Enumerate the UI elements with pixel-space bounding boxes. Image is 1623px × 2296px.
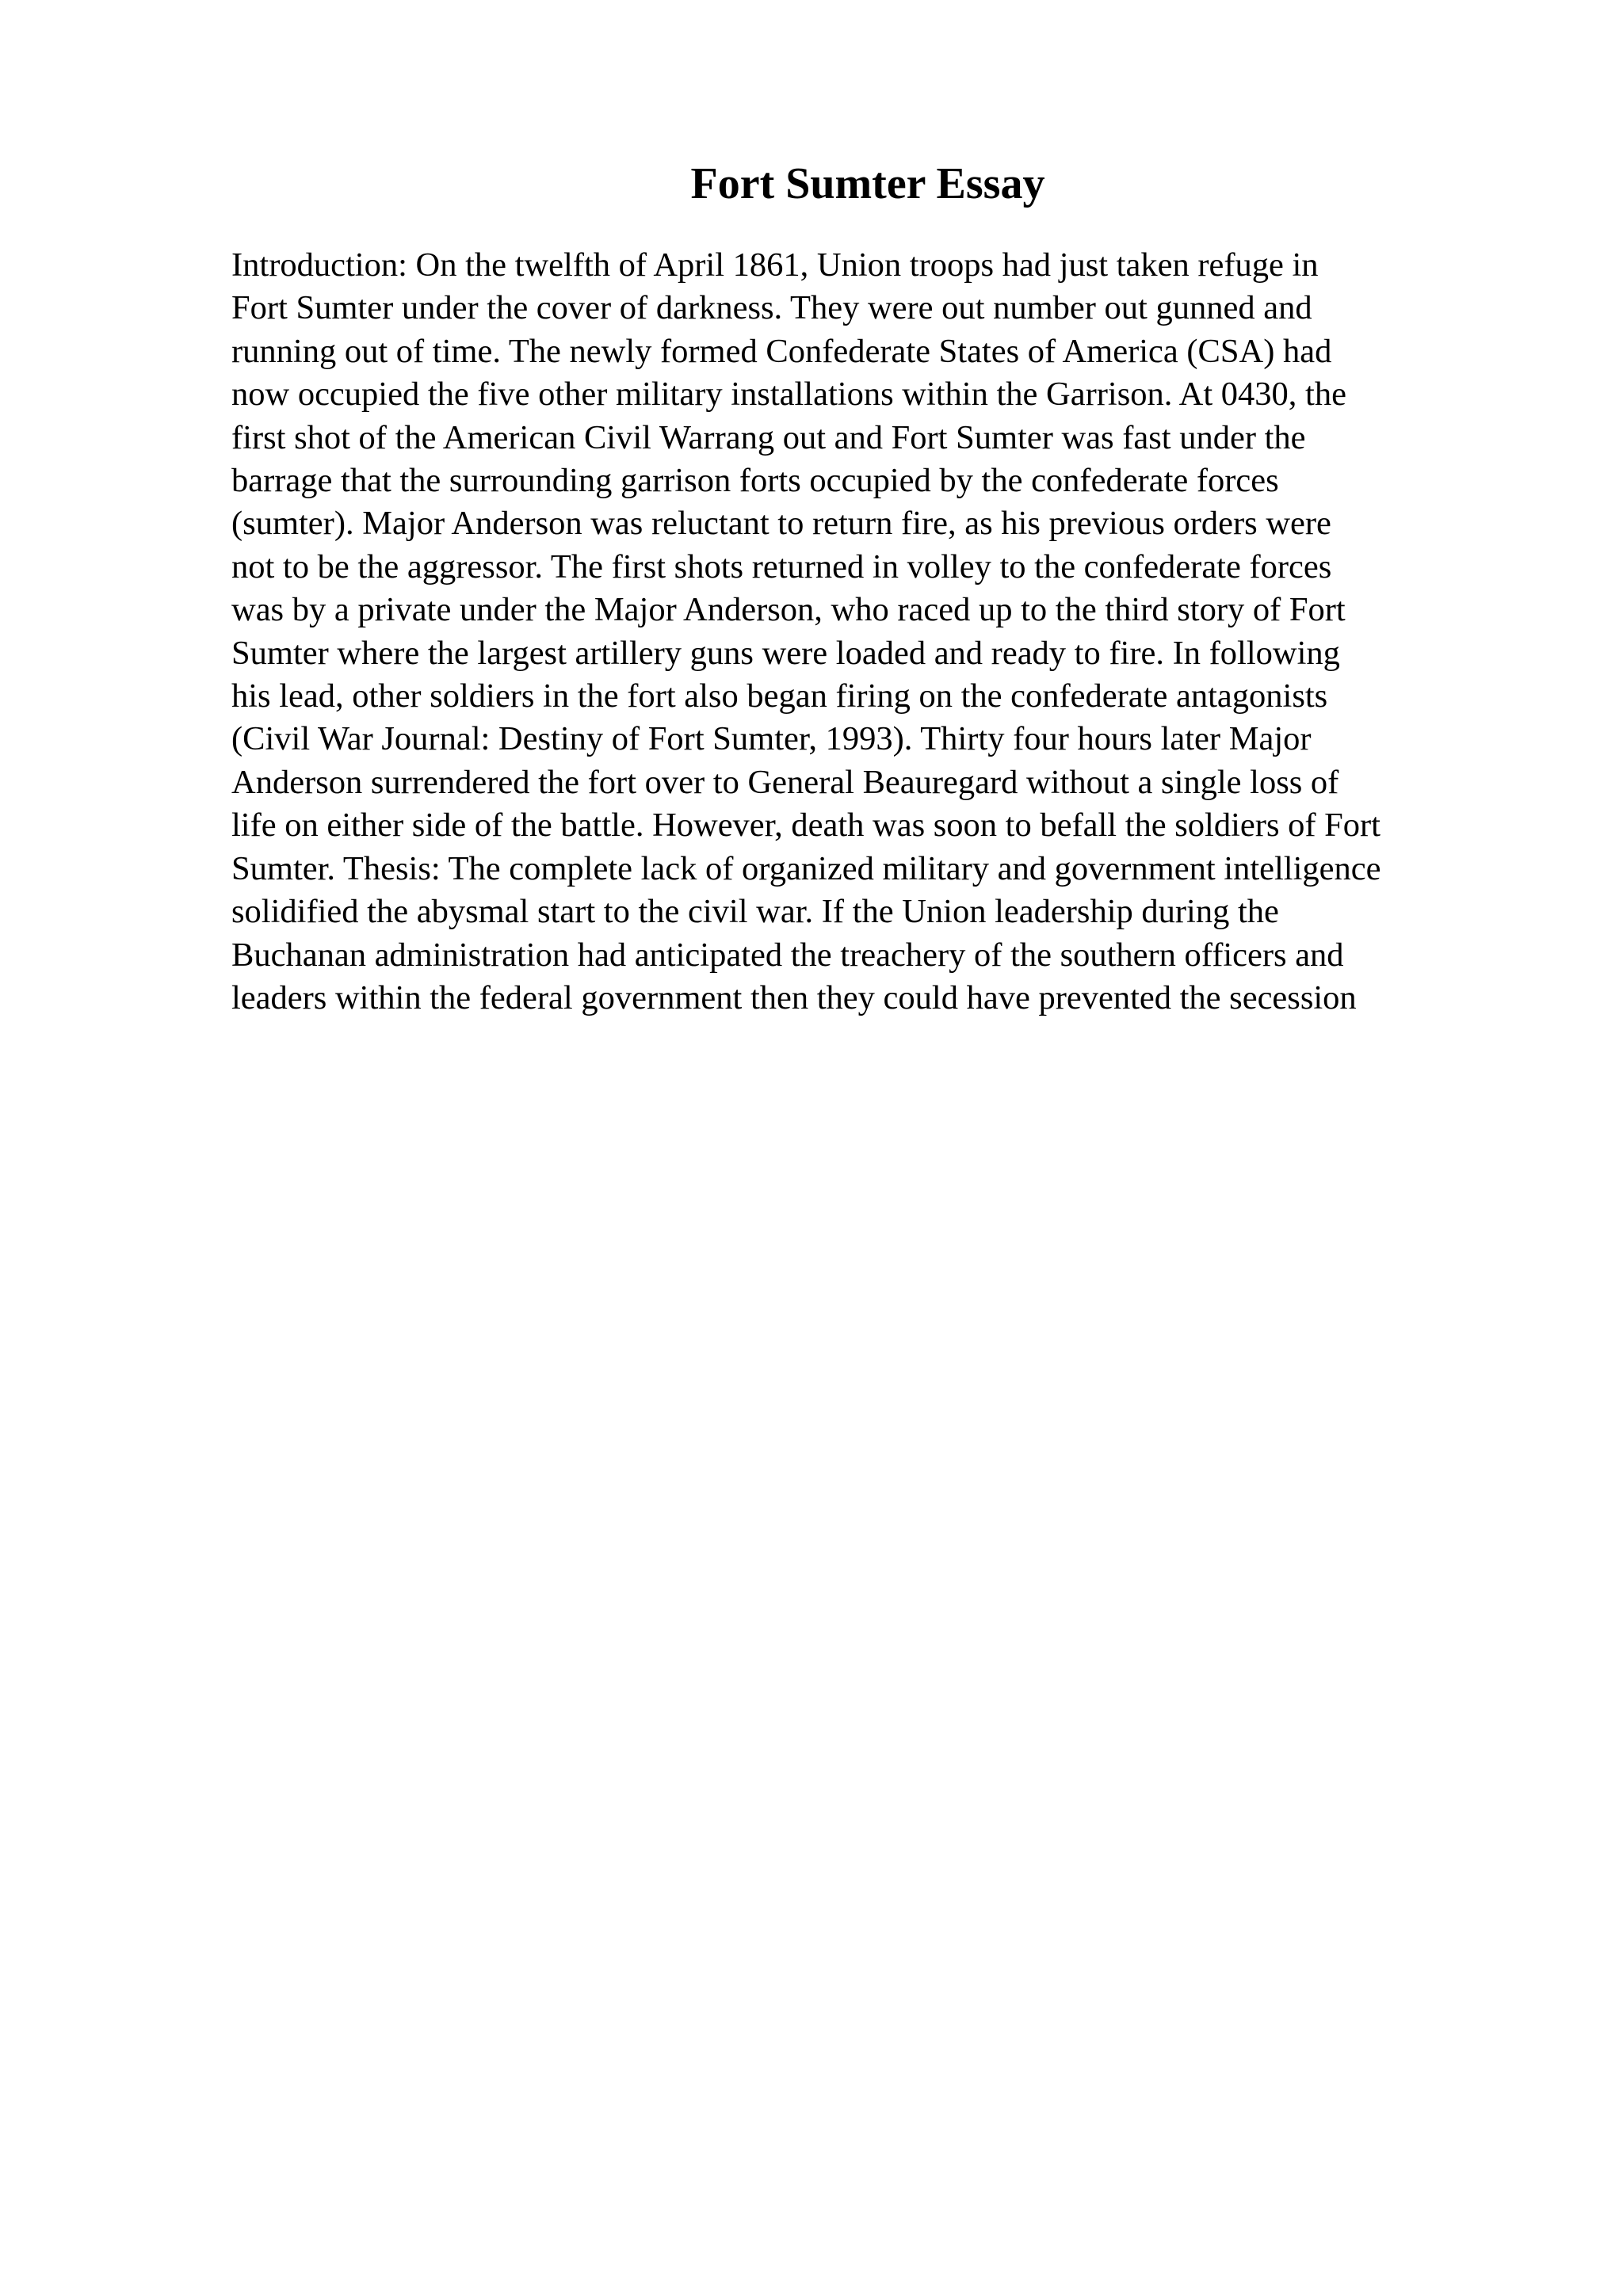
essay-line: barrage that the surrounding garrison forts occupied by the confederate forces: [231, 462, 1279, 500]
essay-line: solidified the abysmal start to the civil war. If the Union leadership during the: [231, 893, 1279, 931]
essay-line: Buchanan administration had anticipated the treachery of the southern officers and: [231, 936, 1344, 974]
essay-line: was by a private under the Major Anderson, who raced up to the third story of Fort: [231, 591, 1346, 629]
essay-line: (Civil War Journal: Destiny of Fort Sumter, 1993). Thirty four hours later Major: [231, 720, 1312, 758]
essay-line: not to be the aggressor. The first shots returned in volley to the confederate forces: [231, 547, 1332, 585]
essay-body: [231, 244, 1579, 1020]
essay-line: running out of time. The newly formed Confederate States of America (CSA) had: [231, 332, 1332, 370]
essay-line: his lead, other soldiers in the fort also began firing on the confederate antagonists: [231, 677, 1328, 715]
essay-line: life on either side of the battle. However, death was soon to befall the soldiers of Fort: [231, 807, 1381, 845]
essay-line: Anderson surrendered the fort over to General Beauregard without a single loss of: [231, 763, 1339, 801]
essay-line: Sumter where the largest artillery guns were loaded and ready to fire. In following: [231, 634, 1340, 672]
document-title: Fort Sumter Essay: [690, 159, 1045, 208]
essay-line: Sumter. Thesis: The complete lack of organized military and government intelligence: [231, 849, 1381, 887]
essay-line: first shot of the American Civil Warrang out and Fort Sumter was fast under the: [231, 418, 1306, 456]
essay-line: now occupied the five other military installations within the Garrison. At 0430, the: [231, 376, 1346, 414]
essay-line: Fort Sumter under the cover of darkness. They were out number out gunned and: [231, 289, 1312, 327]
essay-line: leaders within the federal government then they could have prevented the secession: [231, 978, 1357, 1016]
essay-line: (sumter). Major Anderson was reluctant to return fire, as his previous orders were: [231, 505, 1331, 543]
essay-line: Introduction: On the twelfth of April 1861, Union troops had just taken refuge in: [231, 246, 1319, 284]
